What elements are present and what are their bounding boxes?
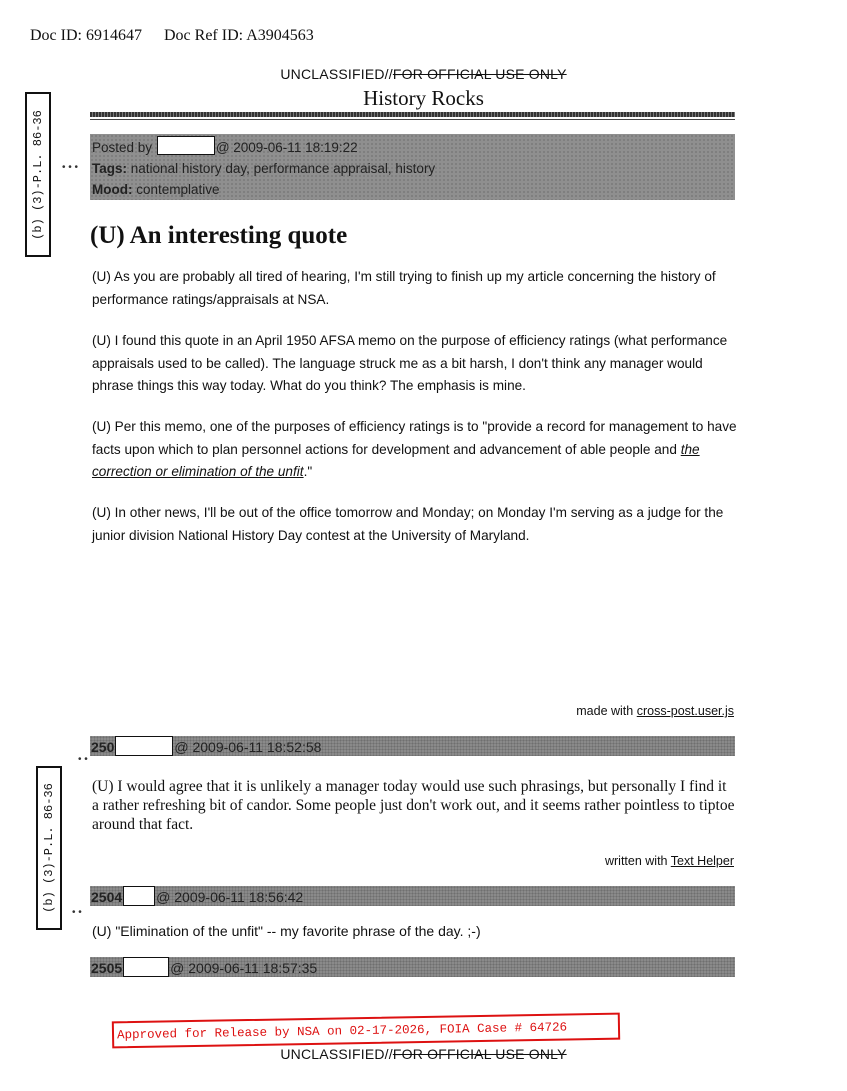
classification-bottom	[0, 1046, 847, 1062]
mood-row	[92, 179, 735, 200]
quote-emphasis: the correction or elimination of the unfit	[92, 441, 700, 479]
written-with-link[interactable]: Text Helper	[670, 854, 734, 868]
redaction-box	[115, 736, 173, 756]
doc-id: Doc ID: 6914647	[30, 27, 142, 44]
post-meta-bar	[90, 134, 735, 200]
post-paragraph-1: (U) As you are probably all tired of hearing, I'm still trying to finish up my article concerning the history of performance ratings/appraisals at NSA.	[92, 269, 716, 307]
comment-id: 2504	[91, 889, 123, 905]
comment-timestamp: @ 2009-06-11 18:57:35	[170, 960, 318, 976]
comment-timestamp: @ 2009-06-11 18:52:58	[174, 739, 322, 755]
doc-id-header	[30, 27, 332, 45]
classification-top	[0, 66, 847, 82]
doc-ref-id: Doc Ref ID: A3904563	[163, 27, 314, 44]
classification-label: UNCLASSIFIED//	[280, 66, 393, 82]
posted-by-label: Posted by	[92, 140, 153, 155]
mood-label: Mood:	[92, 182, 133, 197]
release-stamp: Approved for Release by NSA on 02-17-2026, FOIA Case # 64726	[112, 1013, 620, 1049]
classification-struck: FOR OFFICIAL USE ONLY	[392, 66, 567, 82]
made-with-label: made with	[576, 704, 634, 718]
exemption-stamp-text: (b) (3)-P.L. 86-36	[42, 783, 56, 913]
leader-dots: • •	[78, 754, 88, 765]
comment-header-bar	[90, 736, 735, 756]
leader-dots: • • •	[62, 162, 79, 173]
redaction-box	[123, 886, 155, 906]
written-with-credit	[605, 854, 734, 868]
redaction-box	[157, 136, 215, 155]
exemption-stamp	[36, 766, 62, 930]
tags-row	[92, 158, 735, 179]
comment-header-bar	[90, 957, 735, 977]
tags-value[interactable]: national history day, performance appraisal, history	[130, 161, 436, 176]
exemption-stamp	[25, 92, 51, 257]
quote-end: ."	[303, 464, 313, 479]
post-heading: (U) An interesting quote	[90, 222, 348, 249]
written-with-label: written with	[604, 854, 668, 868]
tags-label: Tags:	[92, 161, 128, 176]
title-rule-thin	[90, 119, 735, 120]
post-paragraph-2: (U) I found this quote in an April 1950 AFSA memo on the purpose of efficiency ratings (what performance appraisals used to be called). The language struck me as a bit harsh, I don't think any manager would phrase things this way today. What do you think? The emphasis is mine.	[92, 333, 728, 393]
classification-label: UNCLASSIFIED//	[280, 1046, 393, 1062]
post-paragraph-3	[92, 416, 737, 484]
comment-timestamp: @ 2009-06-11 18:56:42	[156, 889, 304, 905]
page-title: History Rocks	[363, 86, 484, 110]
mood-value: contemplative	[136, 182, 220, 197]
post-paragraph-4: (U) In other news, I'll be out of the office tomorrow and Monday; on Monday I'm serving as a judge for the junior division National History Day contest at the University of Maryland.	[92, 505, 724, 543]
title-rule	[90, 112, 735, 117]
redaction-box	[123, 957, 169, 977]
classification-struck: FOR OFFICIAL USE ONLY	[392, 1046, 567, 1062]
leader-dots: • •	[72, 907, 82, 918]
comment-header-bar	[90, 886, 735, 906]
comment-text: (U) "Elimination of the unfit" -- my favorite phrase of the day. ;-)	[92, 923, 481, 939]
posted-at: @ 2009-06-11 18:19:22	[215, 140, 358, 155]
comment-text: (U) I would agree that it is unlikely a manager today would use such phrasings, but personally I find it a rather refreshing bit of candor. Some people just don't work out, and it seems rather pointless to tiptoe around that fact.	[92, 778, 735, 833]
made-with-link[interactable]: cross-post.user.js	[636, 704, 734, 718]
comment-id: 250	[91, 739, 115, 755]
posted-by-row	[92, 136, 735, 158]
exemption-stamp-text: (b) (3)-P.L. 86-36	[31, 109, 45, 240]
comment-id: 2505	[91, 960, 123, 976]
quote-text: (U) Per this memo, one of the purposes of efficiency ratings is to "provide a record for management to have facts upon which to plan personnel actions for development and advancement of able people and	[92, 419, 737, 457]
made-with-credit	[576, 704, 734, 718]
